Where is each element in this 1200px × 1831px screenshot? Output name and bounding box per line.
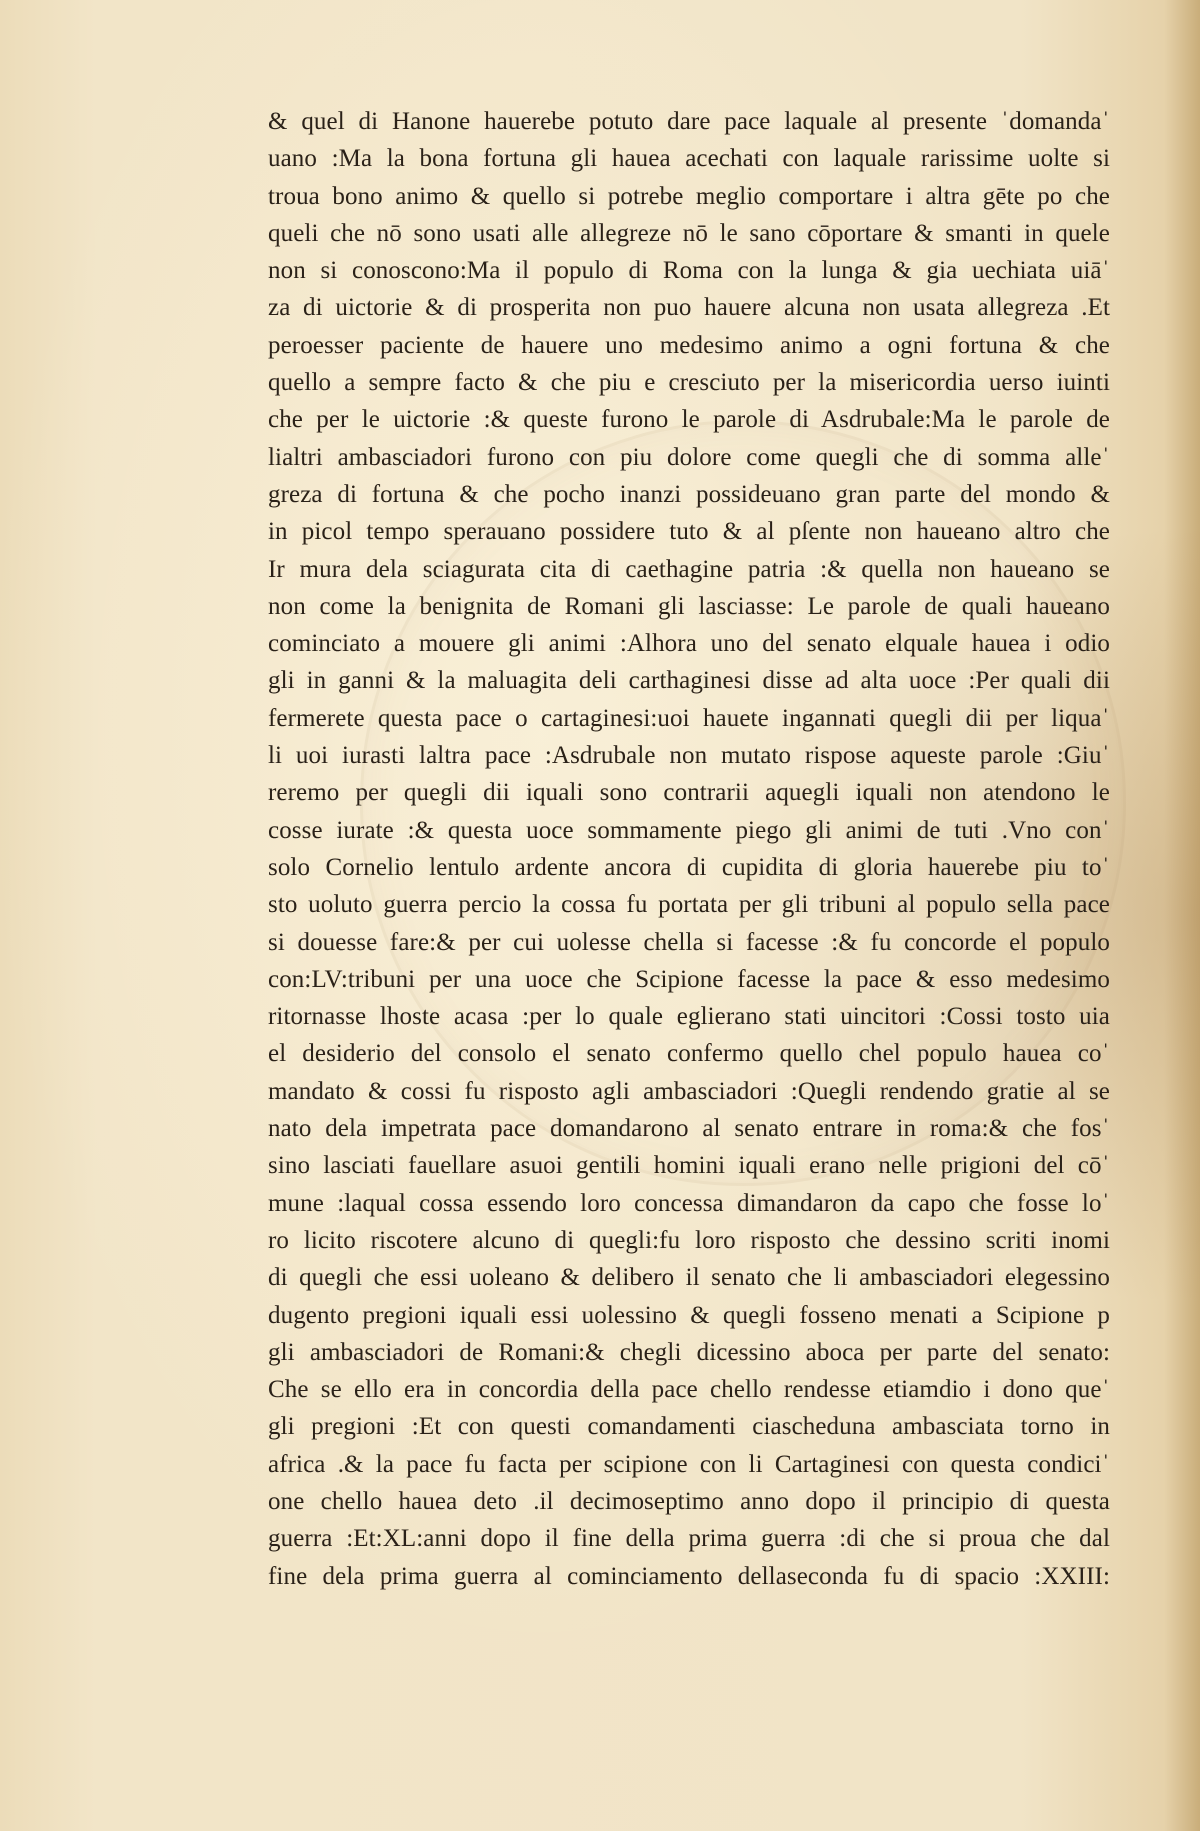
text-line: reremo per quegli dii iquali sono contrarii aquegli iquali non atendono le	[268, 779, 1110, 807]
text-line: queli che nō sono usati alle allegreze nō le sano cōportare & smanti in quele	[268, 219, 1110, 247]
text-line: nato dela impetrata pace domandarono al senato entrare in roma:& che fosˈ	[268, 1115, 1110, 1143]
text-line: guerra :Et:XL:anni dopo il fine della prima guerra :di che si proua che dal	[268, 1525, 1110, 1553]
text-line: fine dela prima guerra al cominciamento dellaseconda fu di spacio :XXIII:	[268, 1562, 1110, 1590]
text-line: ritornasse lhoste acasa :per lo quale eglierano stati uincitori :Cossi tosto uia	[268, 1003, 1110, 1031]
text-line: africa .& la pace fu facta per scipione con li Cartaginesi con questa condiciˈ	[268, 1450, 1110, 1478]
text-line: cosse iurate :& questa uoce sommamente piego gli animi de tuti .Vno conˈ	[268, 816, 1110, 844]
text-line: dugento pregioni iquali essi uolessino & quegli fosseno menati a Scipione p	[268, 1301, 1110, 1329]
text-line: one chello hauea deto .il decimoseptimo anno dopo il principio di questa	[268, 1487, 1110, 1515]
text-line: el desiderio del consolo el senato confermo quello chel populo hauea coˈ	[268, 1040, 1110, 1068]
text-line: greza di fortuna & che pocho inanzi possideuano gran parte del mondo &	[268, 480, 1110, 508]
text-line: che per le uictorie :& queste furono le parole di Asdrubale:Ma le parole de	[268, 406, 1110, 434]
text-line: Ir mura dela sciagurata cita di caethagine patria :& quella non haueano se	[268, 555, 1110, 583]
text-line: gli in ganni & la maluagita deli carthaginesi disse ad alta uoce :Per quali dii	[268, 667, 1110, 695]
text-line: & quel di Hanone hauerebe potuto dare pace laquale al presente ˈdomandaˈ	[268, 108, 1110, 135]
text-block	[268, 103, 1110, 1595]
text-line: Che se ello era in concordia della pace chello rendesse etiamdio i dono queˈ	[268, 1376, 1110, 1404]
text-line: gli pregioni :Et con questi comandamenti ciascheduna ambasciata torno in	[268, 1413, 1110, 1441]
text-line: gli ambasciadori de Romani:& chegli dicessino aboca per parte del senato:	[268, 1338, 1110, 1366]
text-line: non come la benignita de Romani gli lasciasse: Le parole de quali haueano	[268, 592, 1110, 620]
text-line: sto uoluto guerra percio la cossa fu portata per gli tribuni al populo sella pace	[268, 891, 1110, 919]
text-line: ro licito riscotere alcuno di quegli:fu loro risposto che dessino scriti inomi	[268, 1226, 1110, 1254]
text-line: uano :Ma la bona fortuna gli hauea acechati con laquale rarissime uolte si	[268, 145, 1110, 173]
text-line: peroesser paciente de hauere uno medesimo animo a ogni fortuna & che	[268, 331, 1110, 359]
text-line: solo Cornelio lentulo ardente ancora di cupidita di gloria hauerebe piu toˈ	[268, 853, 1110, 881]
text-line: lialtri ambasciadori furono con piu dolore come quegli che di somma alleˈ	[268, 443, 1110, 471]
text-line: non si conoscono:Ma il populo di Roma con la lunga & gia uechiata uiāˈ	[268, 257, 1110, 285]
text-line: cominciato a mouere gli animi :Alhora uno del senato elquale hauea i odio	[268, 630, 1110, 658]
text-line: li uoi iurasti laltra pace :Asdrubale non mutato rispose aqueste parole :Giuˈ	[268, 742, 1110, 770]
text-line: quello a sempre facto & che piu e cresciuto per la misericordia uerso iuinti	[268, 369, 1110, 397]
text-line: con:LV:tribuni per una uoce che Scipione facesse la pace & esso medesimo	[268, 965, 1110, 993]
text-line: troua bono animo & quello si potrebe meglio comportare i altra gēte po che	[268, 182, 1110, 210]
text-line: mandato & cossi fu risposto agli ambasciadori :Quegli rendendo gratie al se	[268, 1077, 1110, 1105]
text-line: si douesse fare:& per cui uolesse chella si facesse :& fu concorde el populo	[268, 928, 1110, 956]
text-line: fermerete questa pace o cartaginesi:uoi hauete ingannati quegli dii per liquaˈ	[268, 704, 1110, 732]
text-line: za di uictorie & di prosperita non puo hauere alcuna non usata allegreza .Et	[268, 294, 1110, 322]
text-line: sino lasciati fauellare asuoi gentili homini iquali erano nelle prigioni del cōˈ	[268, 1152, 1110, 1180]
text-line: di quegli che essi uoleano & delibero il senato che li ambasciadori elegessino	[268, 1264, 1110, 1292]
text-line: in picol tempo sperauano possidere tuto & al pſente non haueano altro che	[268, 518, 1110, 546]
text-line: mune :laqual cossa essendo loro concessa dimandaron da capo che fosse loˈ	[268, 1189, 1110, 1217]
